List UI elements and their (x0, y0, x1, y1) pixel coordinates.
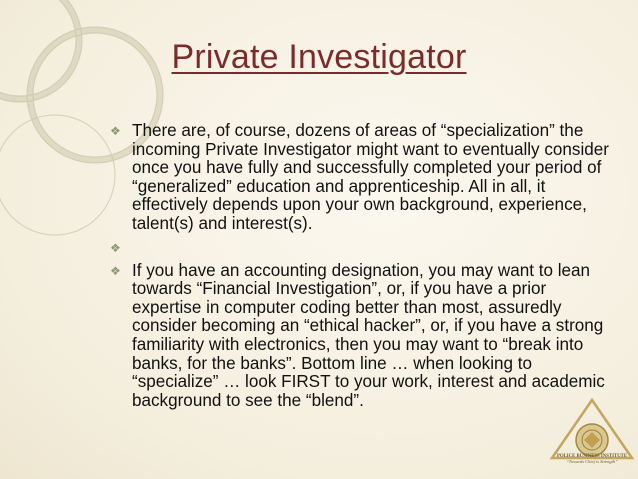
logo-name: POLICE BUSINESS INSTITUTE (556, 454, 628, 459)
logo-icon (548, 396, 636, 476)
bullet-marker-icon: ❖ (110, 240, 121, 255)
bullet-item (110, 262, 620, 411)
logo-caption (546, 454, 638, 464)
bullet-item-empty (110, 239, 620, 257)
bullet-text: If you have an accounting designation, you may want to lean towards “Financial Investigation”, or, if you have a prior expertise in computer coding better than most, assuredly consider becoming an “ethical hacker”, or, if you have a strong familiarity with electronics, then you may want to “break into banks, for the banks”. Bottom line … when looking to “specialize” … look FIRST to your work, interest and academic background to see the “blend”. (132, 260, 605, 410)
slide-title: Private Investigator (171, 38, 467, 76)
logo-tagline: “Towards Chief is Strength” (566, 459, 618, 464)
bullet-marker-icon: ❖ (110, 124, 121, 138)
bullet-marker-icon: ❖ (110, 263, 121, 278)
bullet-list (110, 122, 620, 410)
bullet-text: There are, of course, dozens of areas of “specialization” the incoming Private Investigator might want to eventually consider once you have fully and successfully completed your period of “generalized” education and apprenticeship. All in all, it effectively depends upon your own background, experience, talent(s) and interest(s). (132, 121, 609, 233)
bullet-item (110, 122, 620, 234)
